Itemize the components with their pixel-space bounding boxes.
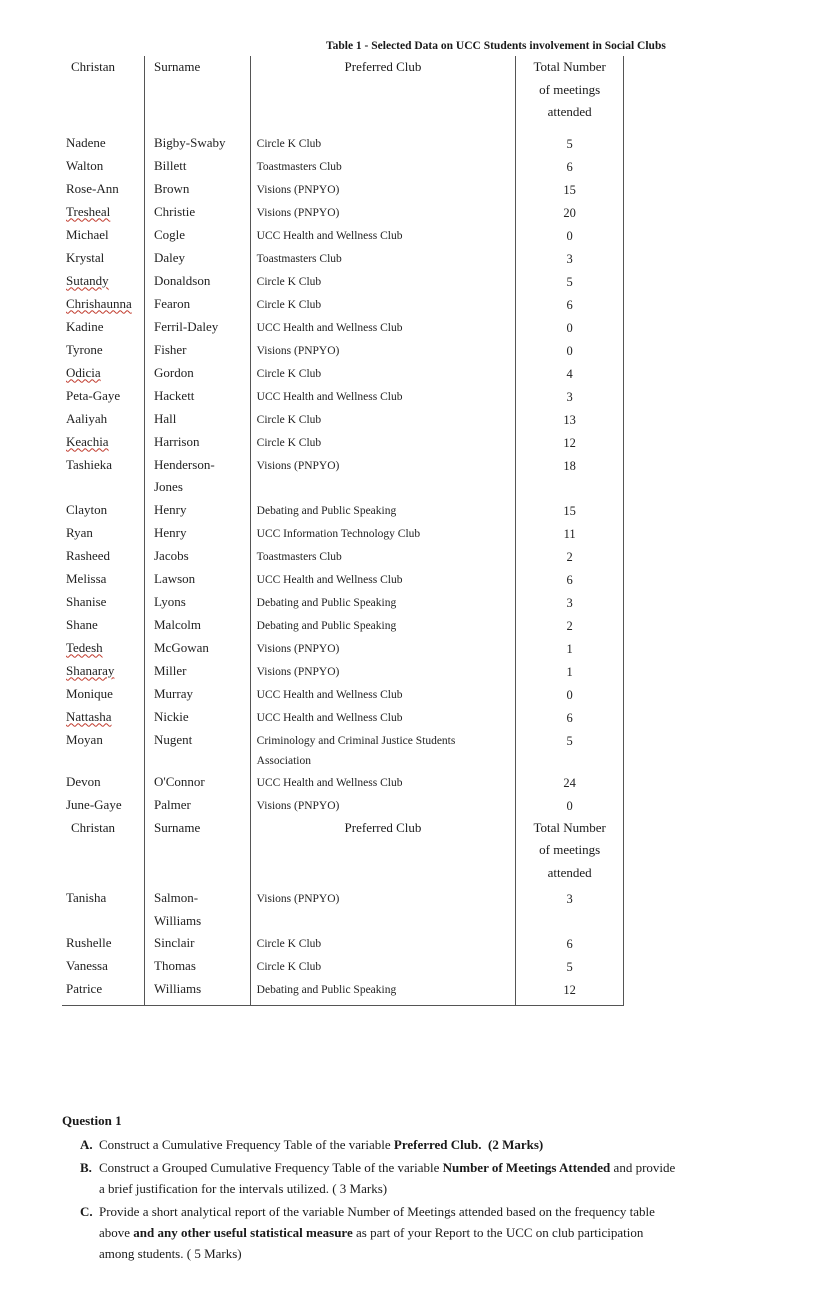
surname-cell: O'Connor — [145, 771, 251, 794]
first-name-cell: Ryan — [66, 524, 93, 540]
preferred-club-cell: Toastmasters Club — [250, 247, 516, 270]
table-row — [62, 454, 624, 499]
header-meetings: Total Number of meetings attended — [516, 56, 624, 124]
surname-cell: Hall — [145, 408, 251, 431]
table-row — [62, 932, 624, 955]
surname-cell: Christie — [145, 201, 251, 224]
surname-cell: Henry — [145, 499, 251, 522]
first-name-cell: Rose-Ann — [66, 180, 119, 196]
first-name-cell: Melissa — [66, 570, 107, 586]
surname-cell: Cogle — [145, 224, 251, 247]
first-name-cell: Monique — [66, 685, 113, 701]
meetings-cell: 15 — [516, 178, 624, 201]
surname-cell: Fearon — [145, 293, 251, 316]
spacer-cell — [62, 124, 145, 132]
surname-cell: Gordon — [145, 362, 251, 385]
table-row — [62, 385, 624, 408]
first-name-cell: Aaliyah — [66, 410, 108, 426]
preferred-club-cell: Criminology and Criminal Justice Students Association — [250, 729, 516, 771]
surname-cell: Donaldson — [145, 270, 251, 293]
first-name-cell: Sutandy — [66, 272, 109, 288]
table-header-row — [62, 56, 624, 124]
surname-cell: Miller — [145, 660, 251, 683]
first-name-cell: Rasheed — [66, 547, 111, 563]
first-name-cell: Devon — [66, 773, 101, 789]
first-name-cell: Krystal — [66, 249, 105, 265]
table-row — [62, 293, 624, 316]
first-name-cell: Chrishaunna — [66, 295, 132, 311]
meetings-cell: 3 — [516, 385, 624, 408]
meetings-cell: 11 — [516, 522, 624, 545]
preferred-club-cell: Debating and Public Speaking — [250, 978, 516, 1001]
meetings-cell: 12 — [516, 431, 624, 454]
surname-cell: Williams — [145, 978, 251, 1001]
preferred-club-cell: Circle K Club — [250, 132, 516, 155]
table-bottom — [62, 1001, 624, 1006]
meetings-cell: 6 — [516, 706, 624, 729]
first-name-cell: Moyan — [66, 731, 103, 747]
meetings-cell: 3 — [516, 591, 624, 614]
table-row — [62, 660, 624, 683]
table-row — [62, 316, 624, 339]
first-name-cell: Patrice — [66, 981, 103, 996]
surname-cell: Lyons — [145, 591, 251, 614]
meetings-cell: 0 — [516, 683, 624, 706]
table-row — [62, 545, 624, 568]
first-name-cell: Tanisha — [66, 890, 107, 905]
bottom-cell — [250, 1001, 516, 1006]
surname-cell: Nugent — [145, 729, 251, 771]
meetings-cell: 6 — [516, 568, 624, 591]
header-surname: Surname — [145, 56, 251, 124]
first-name-cell: Rushelle — [66, 935, 112, 950]
preferred-club-cell: Toastmasters Club — [250, 545, 516, 568]
surname-cell: Murray — [145, 683, 251, 706]
preferred-club-cell: Visions (PNPYO) — [250, 339, 516, 362]
table-row — [62, 794, 624, 817]
surname-cell: Brown — [145, 178, 251, 201]
meetings-cell: 6 — [516, 932, 624, 955]
preferred-club-cell: Visions (PNPYO) — [250, 660, 516, 683]
table-row — [62, 339, 624, 362]
surname-cell: Nickie — [145, 706, 251, 729]
preferred-club-cell: Circle K Club — [250, 955, 516, 978]
table-row — [62, 637, 624, 660]
question-part-b: B. Construct a Grouped Cumulative Frequency Table of the variable Number of Meetings Attended and provide a brief justification for the intervals utilized. ( 3 Marks) — [62, 1157, 782, 1199]
table-row — [62, 771, 624, 794]
surname-cell: Harrison — [145, 431, 251, 454]
first-name-cell: Peta-Gaye — [66, 387, 121, 403]
meetings-cell: 6 — [516, 155, 624, 178]
meetings-cell: 0 — [516, 224, 624, 247]
table-row — [62, 614, 624, 637]
header-spacer — [62, 124, 624, 132]
preferred-club-cell: UCC Health and Wellness Club — [250, 316, 516, 339]
surname-cell: Henderson- Jones — [145, 454, 251, 499]
table-row — [62, 155, 624, 178]
header-surname: Surname — [145, 817, 251, 885]
surname-cell: Daley — [145, 247, 251, 270]
first-name-cell: Walton — [66, 157, 104, 173]
meetings-cell: 0 — [516, 794, 624, 817]
question-part-a: A. Construct a Cumulative Frequency Table of the variable Preferred Club. (2 Marks) — [62, 1134, 782, 1155]
table-row — [62, 499, 624, 522]
part-c-label: C. — [80, 1204, 93, 1219]
spacer-cell — [250, 124, 516, 132]
first-name-cell: Michael — [66, 226, 109, 242]
part-b-label: B. — [80, 1160, 92, 1175]
meetings-cell: 0 — [516, 316, 624, 339]
table-row — [62, 178, 624, 201]
header-first-name: Christan — [71, 819, 116, 835]
first-name-cell: Tashieka — [66, 456, 113, 472]
preferred-club-cell: Circle K Club — [250, 932, 516, 955]
surname-cell: Malcolm — [145, 614, 251, 637]
table-row — [62, 224, 624, 247]
preferred-club-cell: Visions (PNPYO) — [250, 887, 516, 932]
meetings-cell: 3 — [516, 247, 624, 270]
preferred-club-cell: Circle K Club — [250, 362, 516, 385]
meetings-cell: 4 — [516, 362, 624, 385]
table-row — [62, 201, 624, 224]
first-name-cell: Shanise — [66, 593, 107, 609]
preferred-club-cell: UCC Health and Wellness Club — [250, 224, 516, 247]
bottom-cell — [145, 1001, 251, 1006]
table-row — [62, 522, 624, 545]
table-row — [62, 591, 624, 614]
table-row — [62, 132, 624, 155]
header-preferred-club: Preferred Club — [250, 817, 516, 885]
surname-cell: Billett — [145, 155, 251, 178]
preferred-club-cell: Circle K Club — [250, 431, 516, 454]
meetings-cell: 1 — [516, 660, 624, 683]
preferred-club-cell: UCC Health and Wellness Club — [250, 385, 516, 408]
preferred-club-cell: UCC Health and Wellness Club — [250, 706, 516, 729]
meetings-cell: 1 — [516, 637, 624, 660]
surname-cell: Hackett — [145, 385, 251, 408]
preferred-club-cell: Visions (PNPYO) — [250, 178, 516, 201]
preferred-club-cell: Circle K Club — [250, 270, 516, 293]
preferred-club-cell: Debating and Public Speaking — [250, 591, 516, 614]
first-name-cell: June-Gaye — [66, 796, 122, 812]
table-row — [62, 706, 624, 729]
first-name-cell: Kadine — [66, 318, 104, 334]
question-part-c: C. Provide a short analytical report of the variable Number of Meetings attended based on the frequency table above and any other useful statistical measure as part of your Report to the UCC on club participation among students. ( 5 Marks) — [62, 1201, 782, 1264]
table-row — [62, 683, 624, 706]
question-title: Question 1 — [62, 1113, 122, 1128]
surname-cell: Bigby-Swaby — [145, 132, 251, 155]
meetings-cell: 5 — [516, 955, 624, 978]
first-name-cell: Tedesh — [66, 639, 103, 655]
surname-cell: Fisher — [145, 339, 251, 362]
part-a-label: A. — [80, 1137, 93, 1152]
surname-cell: Henry — [145, 522, 251, 545]
surname-cell: Jacobs — [145, 545, 251, 568]
table-row — [62, 568, 624, 591]
preferred-club-cell: Visions (PNPYO) — [250, 637, 516, 660]
preferred-club-cell: Circle K Club — [250, 293, 516, 316]
table-row — [62, 408, 624, 431]
table-row — [62, 978, 624, 1001]
preferred-club-cell: Visions (PNPYO) — [250, 454, 516, 499]
first-name-cell: Vanessa — [66, 958, 108, 973]
table-row — [62, 247, 624, 270]
meetings-cell: 6 — [516, 293, 624, 316]
club-data-table — [62, 56, 624, 1006]
meetings-cell: 2 — [516, 614, 624, 637]
first-name-cell: Keachia — [66, 433, 109, 449]
table-row — [62, 362, 624, 385]
meetings-cell: 5 — [516, 132, 624, 155]
table-title: Table 1 - Selected Data on UCC Students involvement in Social Clubs — [326, 40, 666, 52]
meetings-cell: 2 — [516, 545, 624, 568]
first-name-cell: Odicia — [66, 364, 101, 380]
meetings-cell: 3 — [516, 887, 624, 932]
preferred-club-cell: UCC Health and Wellness Club — [250, 568, 516, 591]
spacer-cell — [516, 124, 624, 132]
preferred-club-cell: Circle K Club — [250, 408, 516, 431]
meetings-cell: 24 — [516, 771, 624, 794]
meetings-cell: 18 — [516, 454, 624, 499]
first-name-cell: Tyrone — [66, 341, 103, 357]
surname-cell: Lawson — [145, 568, 251, 591]
meetings-cell: 13 — [516, 408, 624, 431]
header-preferred-club: Preferred Club — [250, 56, 516, 124]
first-name-cell: Tresheal — [66, 203, 111, 219]
preferred-club-cell: UCC Health and Wellness Club — [250, 771, 516, 794]
surname-cell: Thomas — [145, 955, 251, 978]
preferred-club-cell: Visions (PNPYO) — [250, 201, 516, 224]
repeated-header-row — [62, 817, 624, 885]
preferred-club-cell: Toastmasters Club — [250, 155, 516, 178]
header-meetings: Total Number of meetings attended — [516, 817, 624, 885]
preferred-club-cell: Visions (PNPYO) — [250, 794, 516, 817]
header-first-name: Christan — [71, 59, 116, 74]
bottom-cell — [516, 1001, 624, 1006]
first-name-cell: Nadene — [66, 134, 106, 150]
first-name-cell: Shanaray — [66, 662, 115, 678]
first-name-cell: Shane — [66, 616, 98, 632]
spacer-cell — [145, 124, 251, 132]
surname-cell: Ferril-Daley — [145, 316, 251, 339]
meetings-cell: 15 — [516, 499, 624, 522]
preferred-club-cell: Debating and Public Speaking — [250, 499, 516, 522]
table-row — [62, 431, 624, 454]
surname-cell: Salmon- Williams — [145, 887, 251, 932]
table-row — [62, 270, 624, 293]
table-row — [62, 955, 624, 978]
meetings-cell: 20 — [516, 201, 624, 224]
first-name-cell: Clayton — [66, 501, 108, 517]
surname-cell: Palmer — [145, 794, 251, 817]
meetings-cell: 5 — [516, 729, 624, 771]
preferred-club-cell: Debating and Public Speaking — [250, 614, 516, 637]
surname-cell: McGowan — [145, 637, 251, 660]
question-block — [62, 1113, 782, 1265]
table-row — [62, 887, 624, 932]
table-row — [62, 729, 624, 771]
preferred-club-cell: UCC Information Technology Club — [250, 522, 516, 545]
bottom-cell — [62, 1001, 145, 1006]
meetings-cell: 0 — [516, 339, 624, 362]
meetings-cell: 5 — [516, 270, 624, 293]
surname-cell: Sinclair — [145, 932, 251, 955]
meetings-cell: 12 — [516, 978, 624, 1001]
first-name-cell: Nattasha — [66, 708, 112, 724]
preferred-club-cell: UCC Health and Wellness Club — [250, 683, 516, 706]
